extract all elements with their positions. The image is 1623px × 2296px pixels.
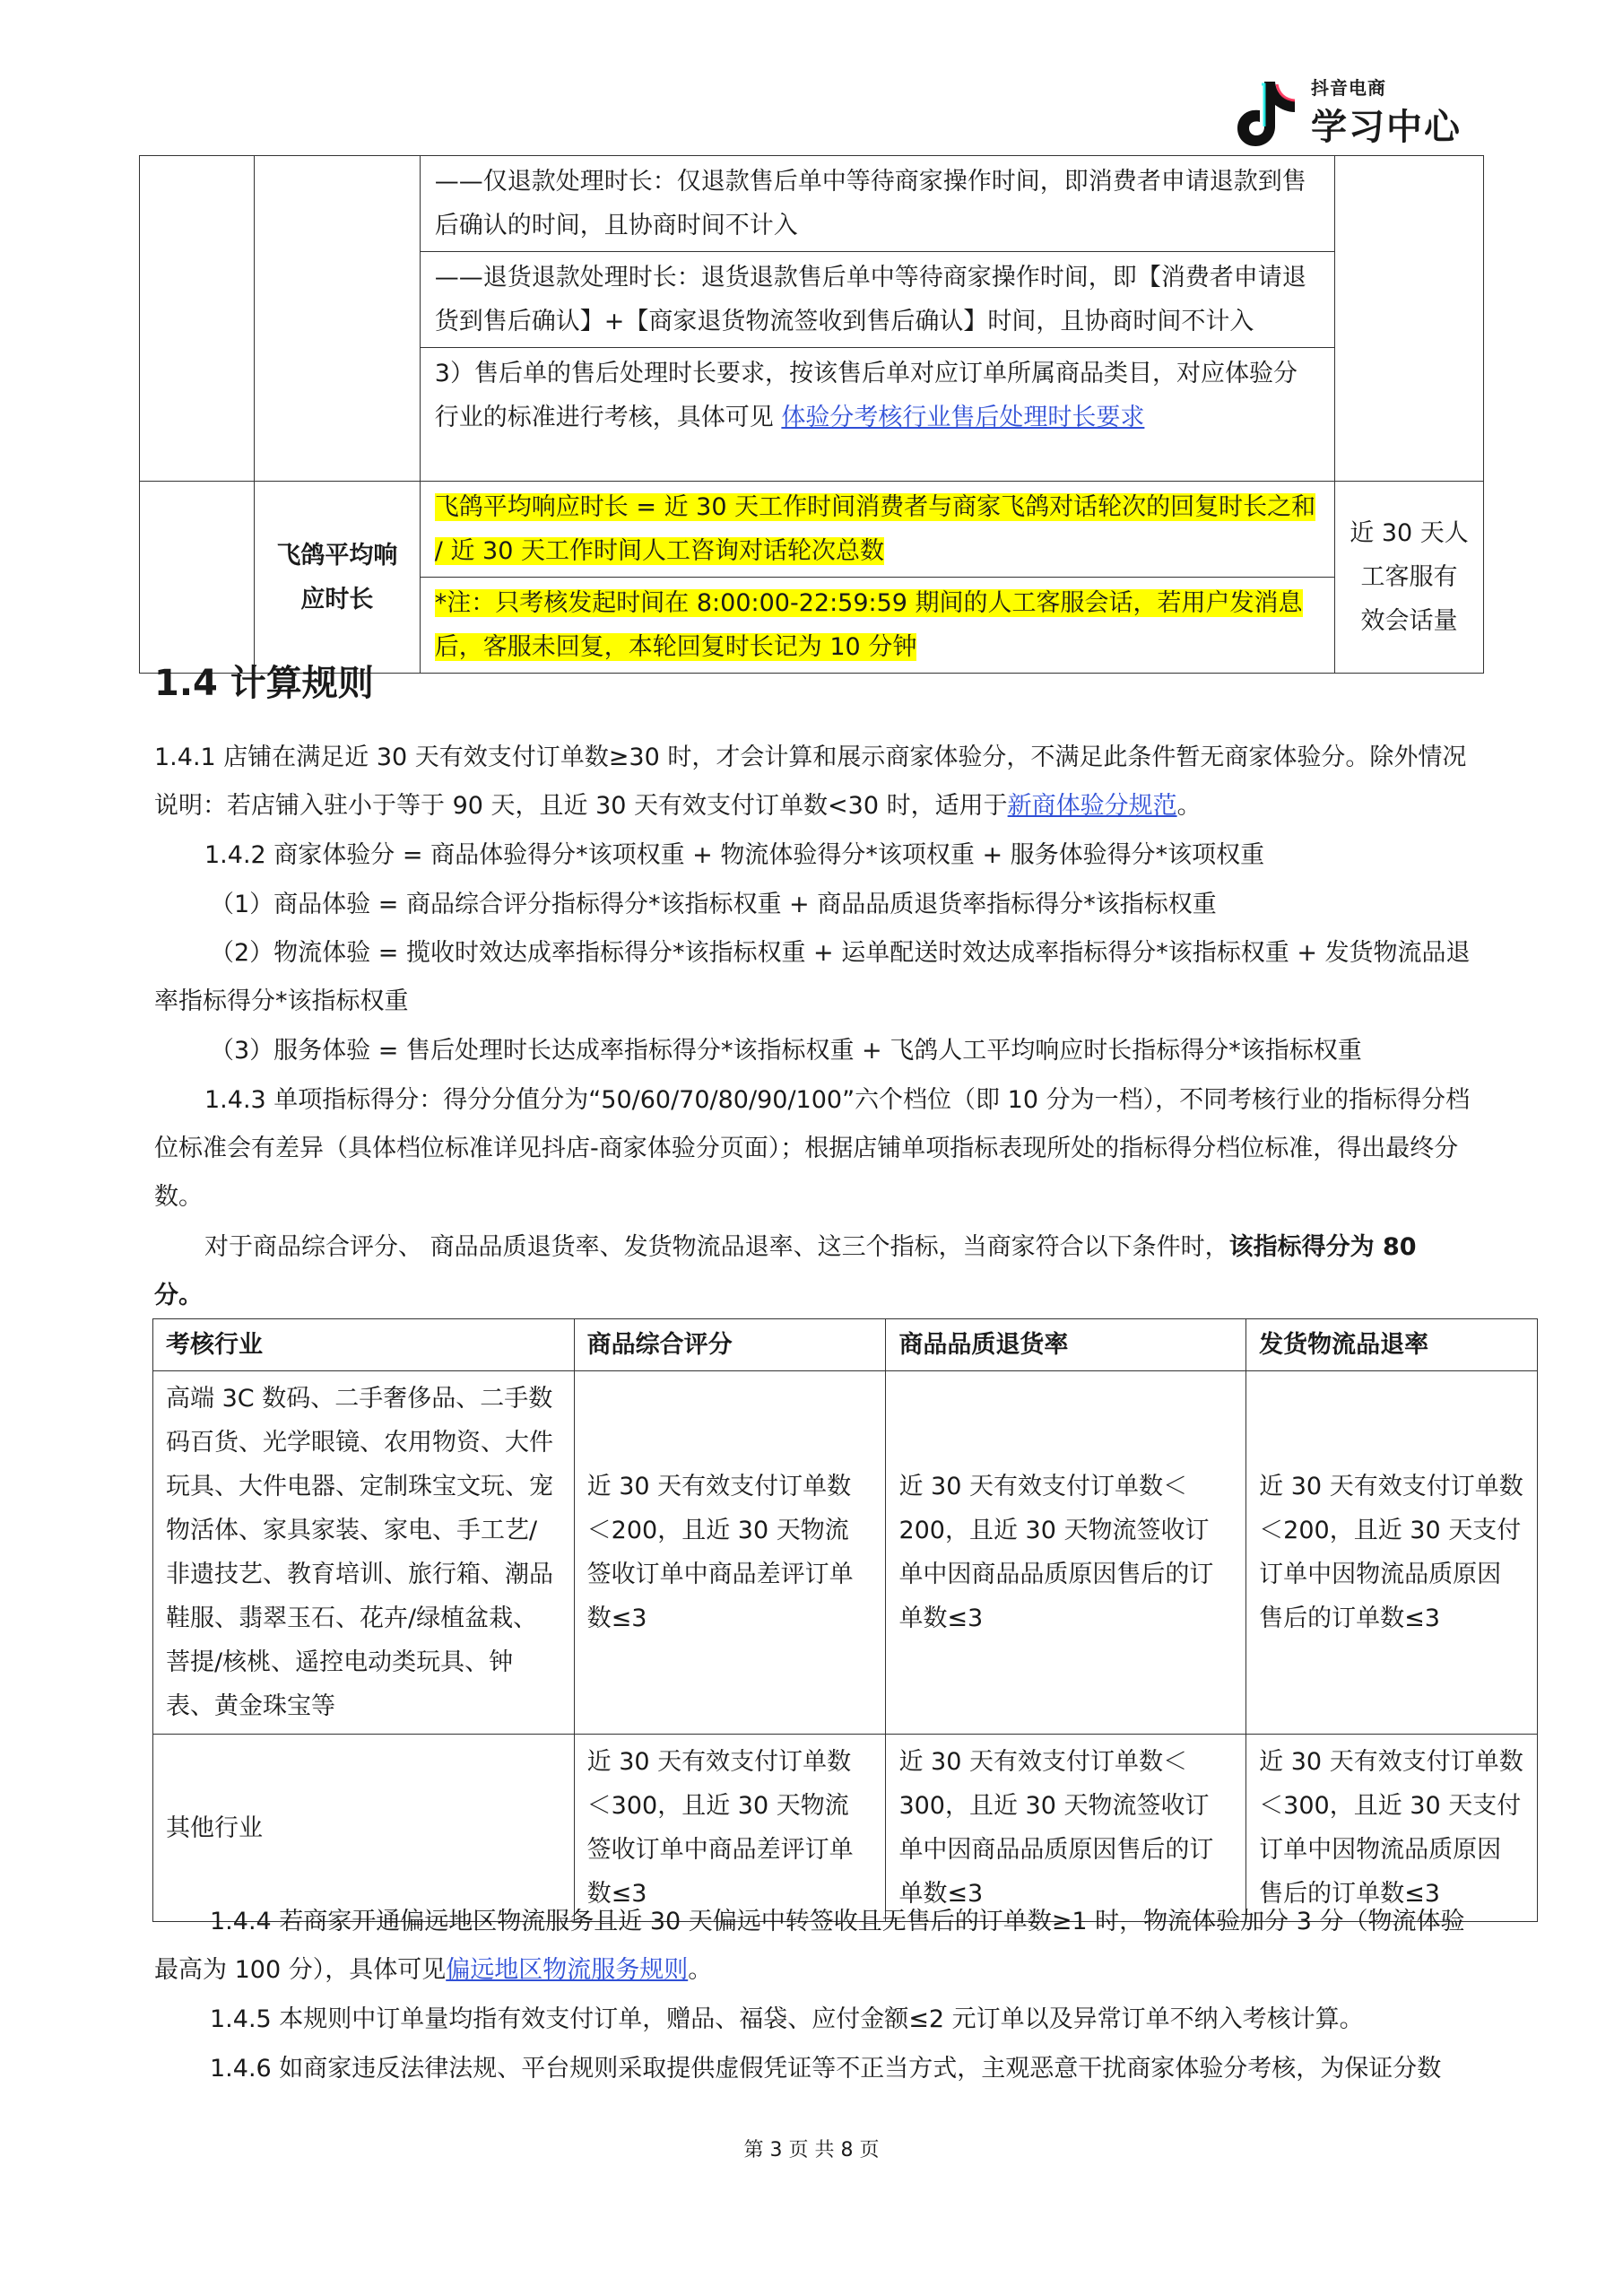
criteria-cell: 近 30 天有效支付订单数＜200，且近 30 天支付订单中因物流品质原因售后的订单数≤3 (1246, 1371, 1538, 1735)
industry-list-cell: 其他行业 (153, 1735, 575, 1922)
requirement-text: 3）售后单的售后处理时长要求，按该售后单对应订单所属商品类目，对应体验分行业的标准进行考核，具体可见 (434, 360, 1298, 431)
column-header: 商品品质退货率 (886, 1319, 1246, 1371)
paragraph-1-4-2: 1.4.2 商家体验分 = 商品体验得分*该项权重 + 物流体验得分*该项权重 + 服务体验得分*该项权重 (204, 841, 1265, 869)
metric-table-continued (139, 155, 1484, 674)
note-cell (420, 578, 1334, 674)
paragraph-text: 1.4.4 若商家开通偏远地区物流服务且近 30 天偏远中转签收且无售后的订单数≥1 时，物流体验加分 3 分（物流体验最高为 100 分），具体可见 (154, 1908, 1465, 1984)
metric-name-cell: 飞鸽平均响应时长 (254, 482, 420, 674)
new-merchant-link[interactable]: 新商体验分规范 (1007, 792, 1177, 820)
after-sales-requirement-cell (420, 348, 1334, 482)
column-header: 考核行业 (153, 1319, 575, 1371)
return-refund-duration-cell: ——退货退款处理时长：退货退款售后单中等待商家操作时间，即【消费者申请退货到售后确认】+【商家退货物流签收到售后确认】时间，且协商时间不计入 (420, 252, 1334, 348)
douyin-note-icon (1237, 77, 1300, 149)
paragraph-logistics-experience: （2）物流体验 = 揽收时效达成率指标得分*该指标权重 + 运单配送时效达成率指标得分*该指标权重 + 发货物流品退率指标得分*该指标权重 (154, 939, 1471, 1015)
table-cell-empty (140, 156, 255, 482)
table-row (153, 1371, 1538, 1735)
industry-list-cell: 高端 3C 数码、二手奢侈品、二手数码百货、光学眼镜、农用物资、大件玩具、大件电器、定制珠宝文玩、宠物活体、家具家装、家电、手工艺/非遗技艺、教育培训、旅行箱、潮品鞋服、翡翠玉石、花卉/绿植盆栽、菩提/核桃、遥控电动类玩具、钟表、黄金珠宝等 (153, 1371, 575, 1735)
paragraph-bold: 该指标得分为 80 分。 (154, 1233, 1417, 1309)
paragraph-1-4-6: 1.4.6 如商家违反法律法规、平台规则采取提供虚假凭证等不正当方式，主观恶意干扰商家体验分考核，为保证分数 (210, 2055, 1442, 2083)
paragraph-goods-experience: （1）商品体验 = 商品综合评分指标得分*该指标权重 + 商品品质退货率指标得分*该指标权重 (210, 891, 1217, 918)
paragraph-80-score (154, 1223, 1472, 1320)
criteria-cell: 近 30 天有效支付订单数＜300，且近 30 天物流签收订单中因商品品质原因售后的订单数≤3 (886, 1735, 1246, 1922)
paragraph-text: 对于商品综合评分、 商品品质退货率、发货物流品退率、这三个指标，当商家符合以下条件时， (204, 1233, 1229, 1261)
logo-subtitle: 抖音电商 (1311, 77, 1386, 99)
note-text: *注：只考核发起时间在 8:00:00-22:59:59 期间的人工客服会话，若用户发消息后，客服未回复，本轮回复时长记为 10 分钟 (434, 589, 1303, 661)
logo-title: 学习中心 (1311, 107, 1462, 148)
criteria-cell: 近 30 天有效支付订单数＜300，且近 30 天支付订单中因物流品质原因售后的订单数≤3 (1246, 1735, 1538, 1922)
table-row (153, 1735, 1538, 1922)
formula-text: 飞鸽平均响应时长 = 近 30 天工作时间消费者与商家飞鸽对话轮次的回复时长之和 / 近 30 天工作时间人工咨询对话轮次总数 (434, 493, 1316, 565)
table-cell-empty (140, 482, 255, 674)
criteria-cell: 近 30 天有效支付订单数＜300，且近 30 天物流签收订单中商品差评订单数≤3 (574, 1735, 886, 1922)
industry-duration-link[interactable]: 体验分考核行业售后处理时长要求 (781, 404, 1145, 431)
paragraph-1-4-5: 1.4.5 本规则中订单量均指有效支付订单，赠品、福袋、应付金额≤2 元订单以及异常订单不纳入考核计算。 (210, 2005, 1364, 2033)
paragraph-end: 。 (688, 1956, 713, 1984)
brand-logo (1237, 72, 1462, 152)
table-header-row (153, 1319, 1538, 1371)
section-heading: 1.4 计算规则 (154, 663, 374, 704)
paragraph-text: 1.4.1 店铺在满足近 30 天有效支付订单数≥30 时，才会计算和展示商家体验分，不满足此条件暂无商家体验分。除外情况说明：若店铺入驻小于等于 90 天，且近 30 天有效支付订单数<30 时，适用于 (154, 744, 1467, 820)
paragraph-service-experience: （3）服务体验 = 售后处理时长达成率指标得分*该指标权重 + 飞鸽人工平均响应时长指标得分*该指标权重 (210, 1037, 1362, 1065)
criteria-cell: 近 30 天有效支付订单数＜200，且近 30 天物流签收订单中因商品品质原因售后的订单数≤3 (886, 1371, 1246, 1735)
column-header: 商品综合评分 (574, 1319, 886, 1371)
refund-duration-cell: ——仅退款处理时长：仅退款售后单中等待商家操作时间，即消费者申请退款到售后确认的时间，且协商时间不计入 (420, 156, 1334, 252)
table-cell-empty (254, 156, 420, 482)
industry-criteria-table (152, 1318, 1538, 1922)
paragraph-1-4-4 (154, 1898, 1472, 1995)
paragraph-end: 。 (1176, 792, 1202, 820)
paragraph-1-4-1 (154, 734, 1472, 831)
column-header: 发货物流品退率 (1246, 1319, 1538, 1371)
paragraph-1-4-3: 1.4.3 单项指标得分：得分分值分为“50/60/70/80/90/100”六个档位（即 10 分为一档），不同考核行业的指标得分档位标准会有差异（具体档位标准详见抖店-商家体验分页面）；根据店铺单项指标表现所处的指标得分档位标准，得出最终分数。 (154, 1086, 1471, 1211)
formula-cell (420, 482, 1334, 578)
table-cell-empty (1335, 156, 1484, 482)
criteria-cell: 近 30 天有效支付订单数＜200，且近 30 天物流签收订单中商品差评订单数≤3 (574, 1371, 886, 1735)
page-number: 第 3 页 共 8 页 (743, 2139, 880, 2161)
remote-logistics-link[interactable]: 偏远地区物流服务规则 (446, 1956, 689, 1984)
conversation-volume-cell: 近 30 天人工客服有效会话量 (1335, 482, 1484, 674)
